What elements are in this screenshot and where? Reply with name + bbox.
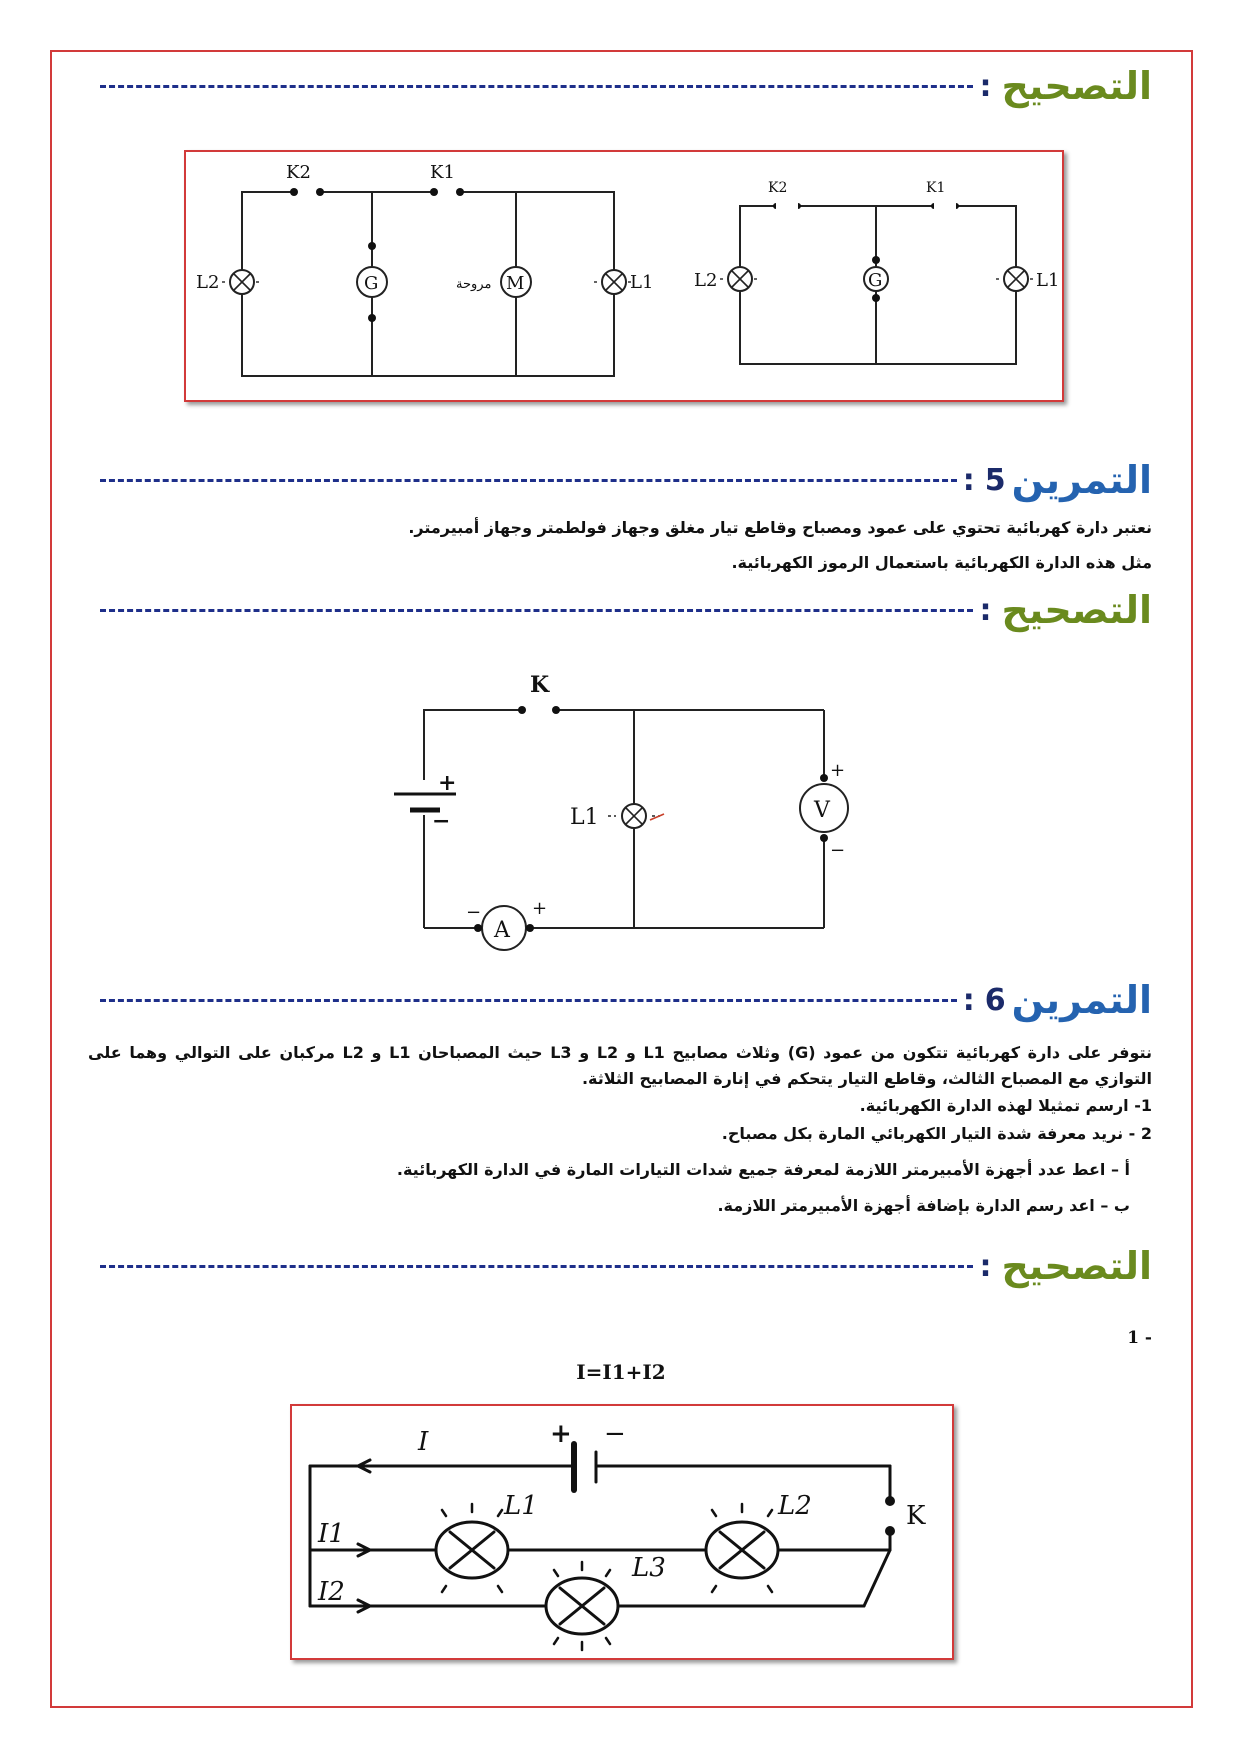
- correction-heading-3: التصحيح :: [96, 1236, 1152, 1296]
- exercise-6-paragraph: نتوفر على دارة كهربائية تتكون من عمود (G) وثلاث مصابيح L1 و L2 و L3 حيث المصباحان L1 و L2 مركبان على التوالي وهما على التوازي مع المصباح الثالث، وقاطع التيار يتحكم في إنارة المصابيح الثلاثة.: [88, 1043, 1153, 1088]
- answer-index: 1 -: [1127, 1328, 1152, 1348]
- exercise-6-number: 6: [984, 982, 1006, 1018]
- exercise-5-heading: التمرين 5 :: [96, 450, 1152, 510]
- correction-title: التصحيح: [1001, 588, 1152, 632]
- label-k2-left: K2: [286, 162, 311, 183]
- label-i1: I1: [318, 1519, 345, 1549]
- current-formula: I=I1+I2: [576, 1360, 666, 1384]
- dashed-rule: [100, 85, 973, 88]
- exercise-6-item-2: 2 - نريد معرفة شدة التيار الكهربائي المارة بكل مصباح.: [721, 1124, 1152, 1143]
- label-l2: L2: [778, 1491, 812, 1521]
- exercise-5-line-2: مثل هذه الدارة الكهربائية باستعمال الرموز الكهربائية.: [731, 553, 1152, 572]
- correction-heading-1: التصحيح :: [96, 56, 1152, 116]
- figure-2-circuit: [380, 660, 880, 960]
- battery-minus: −: [432, 808, 451, 834]
- battery-plus: +: [550, 1419, 572, 1449]
- exercise-6-item-1: 1- ارسم تمثيلا لهذه الدارة الكهربائية.: [859, 1096, 1152, 1115]
- label-m: M: [506, 273, 525, 294]
- label-k: K: [530, 672, 550, 698]
- label-l1-left: L1: [630, 272, 654, 293]
- label-l3: L3: [632, 1553, 666, 1583]
- figure-1-frame: [184, 150, 1064, 402]
- dashed-rule: [100, 1265, 973, 1268]
- label-k2-right: K2: [768, 180, 788, 196]
- label-g-right: G: [868, 270, 883, 291]
- label-i: I: [418, 1427, 429, 1457]
- label-l2-left: L2: [196, 272, 220, 293]
- label-i2: I2: [318, 1577, 345, 1607]
- label-l1: L1: [504, 1491, 538, 1521]
- exercise-6-item-b: ب – اعد رسم الدارة بإضافة أجهزة الأمبيرمتر اللازمة.: [717, 1196, 1130, 1215]
- label-g-left: G: [364, 273, 379, 294]
- exercise-5-number: 5: [984, 462, 1006, 498]
- ammeter-minus: −: [466, 902, 482, 923]
- label-l1-right: L1: [1036, 270, 1060, 291]
- label-a: A: [494, 918, 510, 943]
- figure-3-circuit: [292, 1406, 952, 1658]
- exercise-5-line-1: نعتبر دارة كهربائية تحتوي على عمود ومصباح وقاطع تيار مغلق وجهاز فولطمتر وجهاز أمبيرمتر.: [408, 518, 1152, 537]
- correction-title: التصحيح: [1001, 1244, 1152, 1288]
- label-fan: مروحة: [456, 277, 492, 292]
- voltmeter-plus: +: [830, 760, 846, 781]
- exercise-6-item-a: أ – اعط عدد أجهزة الأمبيرمتر اللازمة لمعرفة جميع شدات التيارات المارة في الدارة الكهربائية.: [396, 1160, 1130, 1179]
- figure-3-frame: [290, 1404, 954, 1660]
- battery-minus: −: [604, 1419, 626, 1449]
- ammeter-plus: +: [532, 898, 548, 919]
- label-l2-right: L2: [694, 270, 718, 291]
- battery-plus: +: [438, 770, 457, 796]
- voltmeter-minus: −: [830, 840, 846, 861]
- exercise-6-heading: التمرين 6 :: [96, 970, 1152, 1030]
- exercise-6-title: التمرين: [1011, 978, 1152, 1022]
- figure-1-circuits: [186, 152, 1062, 400]
- label-k1-left: K1: [430, 162, 455, 183]
- label-l1: L1: [570, 805, 599, 830]
- exercise-5-title: التمرين: [1011, 458, 1152, 502]
- label-k: K: [906, 1501, 926, 1531]
- dashed-rule: [100, 609, 973, 612]
- dashed-rule: [100, 479, 957, 482]
- correction-title: التصحيح: [1001, 64, 1152, 108]
- label-v: V: [814, 798, 830, 823]
- correction-heading-2: التصحيح :: [96, 580, 1152, 640]
- dashed-rule: [100, 999, 957, 1002]
- label-k1-right: K1: [926, 180, 946, 196]
